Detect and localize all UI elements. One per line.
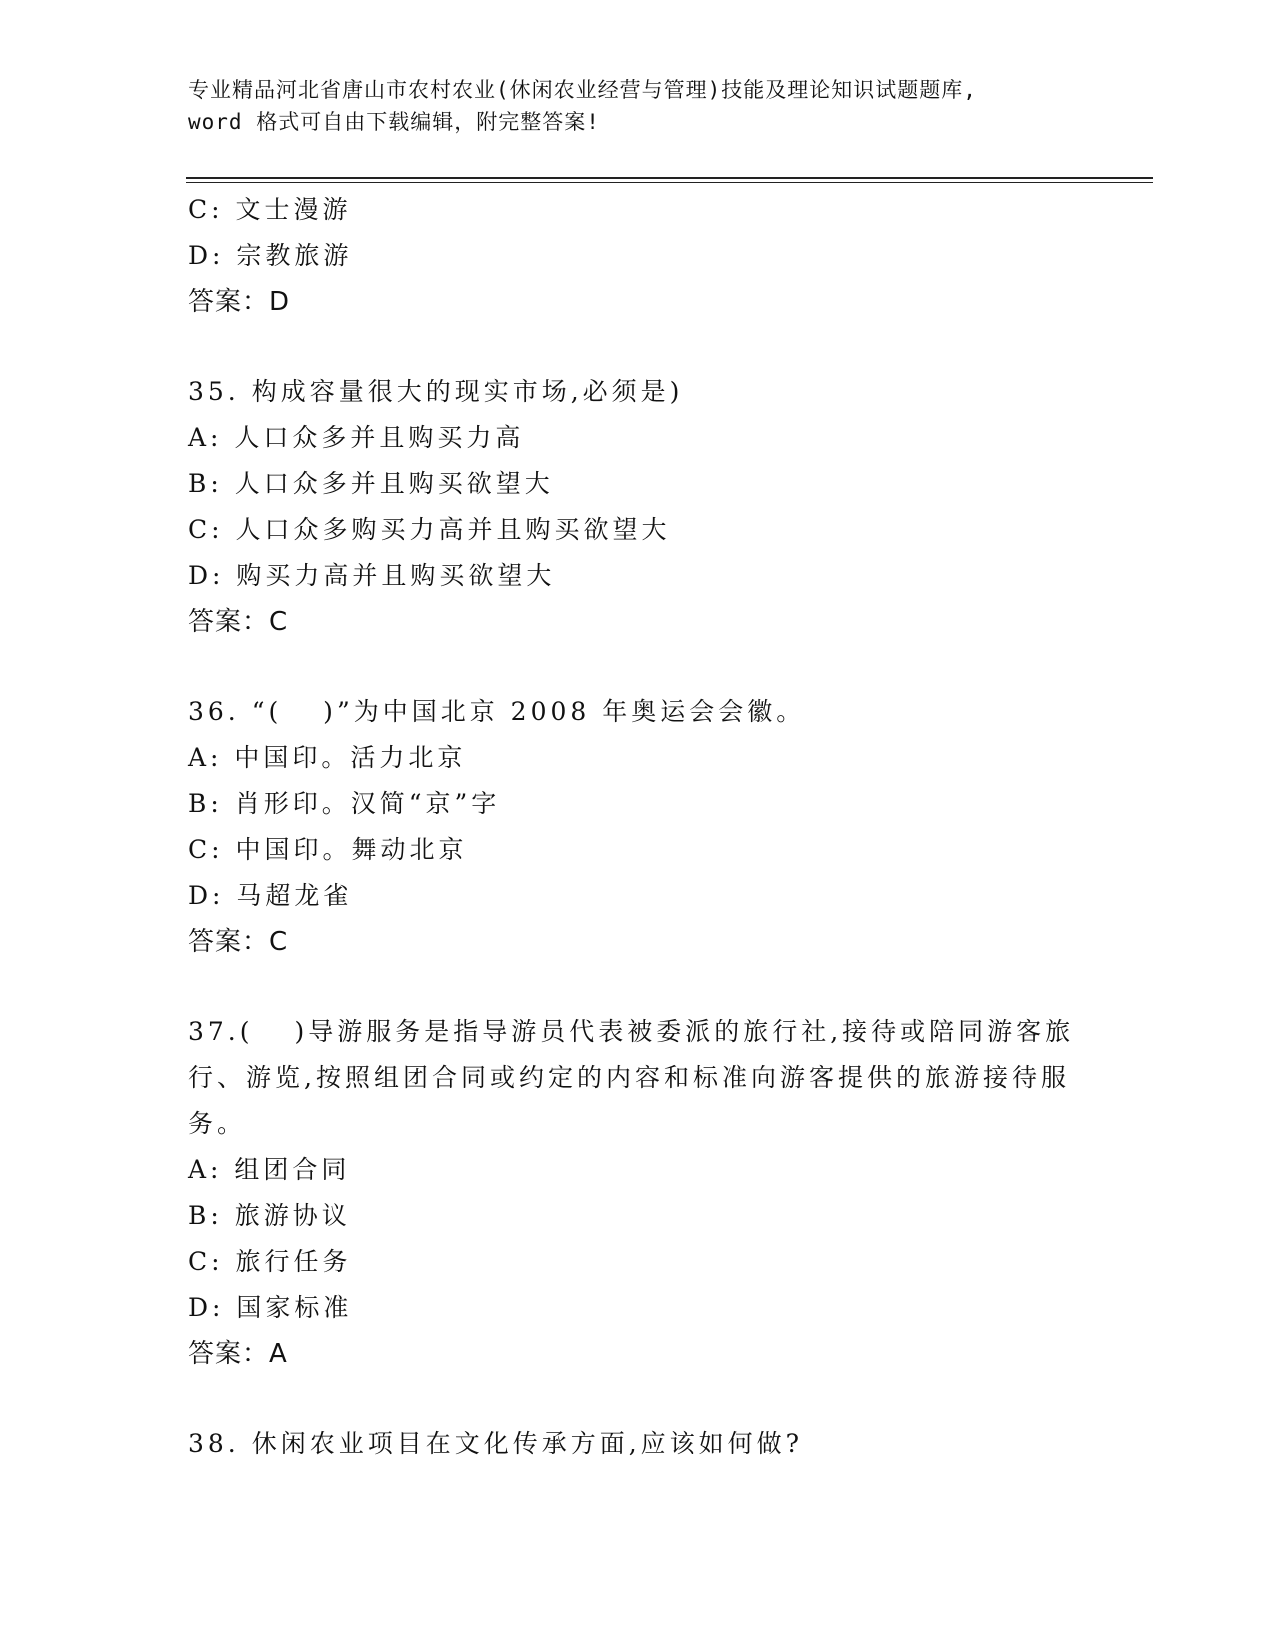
option-a: A: 组团合同 [188, 1155, 351, 1184]
option-c: C: 旅行任务 [188, 1247, 352, 1276]
option-d: D: 购买力高并且购买欲望大 [188, 561, 556, 590]
option-c: C: 文士漫游 [188, 195, 352, 224]
header-line-2: word 格式可自由下载编辑，附完整答案! [188, 110, 600, 134]
question-stem: 35. 构成容量很大的现实市场,必须是) [188, 377, 684, 406]
option-b: B: 肖形印。汉简“京”字 [188, 789, 501, 818]
question-36 [188, 689, 1088, 965]
question-stem: 36. “( )”为中国北京 2008 年奥运会会徽。 [188, 697, 806, 726]
question-37 [188, 1009, 1088, 1377]
option-a: A: 中国印。活力北京 [188, 743, 467, 772]
question-35 [188, 369, 1088, 645]
option-c: C: 中国印。舞动北京 [188, 835, 468, 864]
document-header [188, 74, 1088, 138]
header-divider-thin [186, 182, 1153, 183]
option-d: D: 宗教旅游 [188, 241, 353, 270]
option-c: C: 人口众多购买力高并且购买欲望大 [188, 515, 671, 544]
answer-line: 答案：D [188, 287, 291, 317]
answer-line: 答案：A [188, 1339, 288, 1369]
question-stem: 37.( )导游服务是指导游员代表被委派的旅行社,接待或陪同游客旅行、游览,按照组团合同或约定的内容和标准向游客提供的旅游接待服务。 [188, 1017, 1075, 1138]
header-divider-thick [186, 177, 1153, 179]
question-stem: 38. 休闲农业项目在文化传承方面,应该如何做? [188, 1429, 804, 1458]
option-d: D: 马超龙雀 [188, 881, 353, 910]
option-b: B: 旅游协议 [188, 1201, 351, 1230]
question-list [188, 187, 1088, 1467]
option-a: A: 人口众多并且购买力高 [188, 423, 525, 452]
question-38 [188, 1421, 1088, 1467]
answer-line: 答案：C [188, 927, 289, 957]
answer-line: 答案：C [188, 607, 289, 637]
header-line-1: 专业精品河北省唐山市农村农业(休闲农业经营与管理)技能及理论知识试题题库, [188, 78, 977, 102]
option-d: D: 国家标准 [188, 1293, 353, 1322]
option-b: B: 人口众多并且购买欲望大 [188, 469, 554, 498]
question-34-tail [188, 187, 1088, 325]
